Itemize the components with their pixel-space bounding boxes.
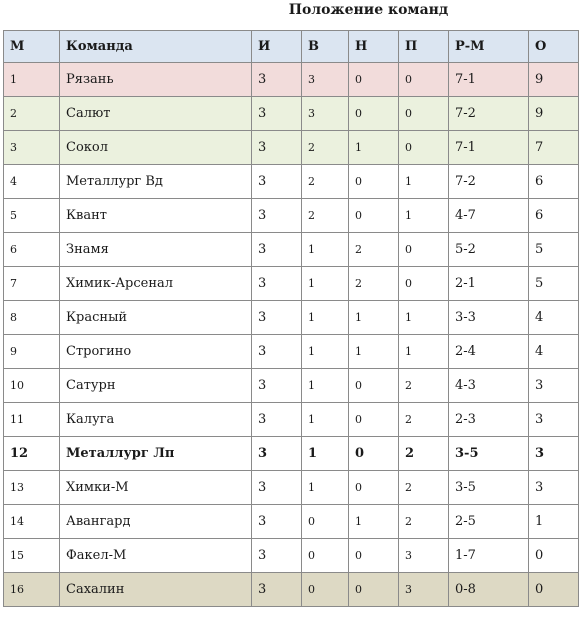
table-row	[4, 335, 579, 369]
table-row	[4, 165, 579, 199]
cell-drawn: 0	[349, 165, 399, 199]
cell-played: 3	[252, 505, 302, 539]
col-header-points: О	[529, 31, 579, 63]
cell-won: 1	[302, 471, 349, 505]
cell-place: 14	[4, 505, 60, 539]
cell-team: Салют	[60, 97, 252, 131]
cell-won: 1	[302, 437, 349, 471]
cell-lost: 2	[399, 505, 449, 539]
cell-team: Строгино	[60, 335, 252, 369]
cell-points: 3	[529, 437, 579, 471]
cell-place: 15	[4, 539, 60, 573]
cell-won: 2	[302, 131, 349, 165]
cell-team: Квант	[60, 199, 252, 233]
cell-won: 0	[302, 539, 349, 573]
standings-body	[4, 63, 579, 607]
cell-played: 3	[252, 471, 302, 505]
cell-goals: 4-3	[449, 369, 529, 403]
cell-goals: 7-1	[449, 63, 529, 97]
cell-won: 1	[302, 267, 349, 301]
col-header-place: М	[4, 31, 60, 63]
cell-points: 5	[529, 267, 579, 301]
cell-played: 3	[252, 539, 302, 573]
cell-goals: 2-1	[449, 267, 529, 301]
table-row	[4, 301, 579, 335]
cell-team: Сатурн	[60, 369, 252, 403]
table-row	[4, 403, 579, 437]
cell-points: 6	[529, 199, 579, 233]
table-row	[4, 369, 579, 403]
cell-drawn: 1	[349, 301, 399, 335]
col-header-goals: Р-М	[449, 31, 529, 63]
cell-points: 9	[529, 97, 579, 131]
cell-place: 10	[4, 369, 60, 403]
cell-goals: 3-5	[449, 471, 529, 505]
cell-place: 2	[4, 97, 60, 131]
cell-points: 3	[529, 471, 579, 505]
cell-points: 3	[529, 369, 579, 403]
cell-goals: 3-5	[449, 437, 529, 471]
cell-goals: 2-3	[449, 403, 529, 437]
cell-team: Химки-М	[60, 471, 252, 505]
cell-lost: 3	[399, 539, 449, 573]
cell-place: 4	[4, 165, 60, 199]
cell-place: 7	[4, 267, 60, 301]
cell-played: 3	[252, 335, 302, 369]
table-row	[4, 539, 579, 573]
cell-place: 1	[4, 63, 60, 97]
cell-won: 0	[302, 505, 349, 539]
cell-played: 3	[252, 437, 302, 471]
cell-lost: 1	[399, 165, 449, 199]
table-row	[4, 437, 579, 471]
cell-lost: 0	[399, 131, 449, 165]
table-row	[4, 63, 579, 97]
cell-goals: 7-2	[449, 97, 529, 131]
cell-played: 3	[252, 199, 302, 233]
cell-lost: 1	[399, 301, 449, 335]
cell-goals: 7-2	[449, 165, 529, 199]
cell-played: 3	[252, 369, 302, 403]
cell-points: 5	[529, 233, 579, 267]
cell-drawn: 0	[349, 539, 399, 573]
cell-drawn: 0	[349, 199, 399, 233]
cell-team: Факел-М	[60, 539, 252, 573]
cell-team: Сокол	[60, 131, 252, 165]
cell-place: 12	[4, 437, 60, 471]
table-row	[4, 233, 579, 267]
cell-goals: 4-7	[449, 199, 529, 233]
cell-played: 3	[252, 233, 302, 267]
cell-goals: 1-7	[449, 539, 529, 573]
cell-played: 3	[252, 165, 302, 199]
cell-won: 3	[302, 63, 349, 97]
page-title: Положение команд	[288, 2, 449, 18]
cell-place: 11	[4, 403, 60, 437]
cell-drawn: 0	[349, 471, 399, 505]
cell-points: 0	[529, 573, 579, 607]
cell-points: 4	[529, 301, 579, 335]
cell-drawn: 2	[349, 267, 399, 301]
cell-points: 0	[529, 539, 579, 573]
cell-points: 4	[529, 335, 579, 369]
cell-drawn: 0	[349, 97, 399, 131]
cell-goals: 0-8	[449, 573, 529, 607]
table-row	[4, 131, 579, 165]
cell-goals: 2-4	[449, 335, 529, 369]
cell-won: 0	[302, 573, 349, 607]
cell-place: 13	[4, 471, 60, 505]
cell-place: 16	[4, 573, 60, 607]
cell-goals: 7-1	[449, 131, 529, 165]
cell-drawn: 1	[349, 505, 399, 539]
table-row	[4, 199, 579, 233]
cell-lost: 2	[399, 403, 449, 437]
cell-lost: 2	[399, 369, 449, 403]
table-row	[4, 505, 579, 539]
cell-team: Калуга	[60, 403, 252, 437]
cell-team: Металлург Лп	[60, 437, 252, 471]
cell-team: Знамя	[60, 233, 252, 267]
col-header-won: В	[302, 31, 349, 63]
cell-team: Рязань	[60, 63, 252, 97]
cell-points: 6	[529, 165, 579, 199]
cell-drawn: 0	[349, 403, 399, 437]
cell-team: Металлург Вд	[60, 165, 252, 199]
cell-place: 8	[4, 301, 60, 335]
cell-place: 5	[4, 199, 60, 233]
cell-goals: 3-3	[449, 301, 529, 335]
cell-team: Химик-Арсенал	[60, 267, 252, 301]
col-header-lost: П	[399, 31, 449, 63]
cell-lost: 0	[399, 63, 449, 97]
cell-played: 3	[252, 301, 302, 335]
cell-drawn: 2	[349, 233, 399, 267]
cell-lost: 3	[399, 573, 449, 607]
cell-drawn: 1	[349, 335, 399, 369]
cell-drawn: 0	[349, 573, 399, 607]
cell-lost: 0	[399, 267, 449, 301]
cell-goals: 5-2	[449, 233, 529, 267]
cell-won: 2	[302, 165, 349, 199]
cell-points: 1	[529, 505, 579, 539]
cell-drawn: 0	[349, 369, 399, 403]
col-header-team: Команда	[60, 31, 252, 63]
col-header-drawn: Н	[349, 31, 399, 63]
cell-played: 3	[252, 267, 302, 301]
cell-played: 3	[252, 63, 302, 97]
cell-points: 7	[529, 131, 579, 165]
table-row	[4, 267, 579, 301]
cell-won: 1	[302, 301, 349, 335]
col-header-played: И	[252, 31, 302, 63]
cell-lost: 1	[399, 335, 449, 369]
cell-place: 9	[4, 335, 60, 369]
standings-table	[3, 30, 579, 607]
cell-won: 1	[302, 403, 349, 437]
cell-won: 1	[302, 369, 349, 403]
table-row	[4, 573, 579, 607]
cell-drawn: 1	[349, 131, 399, 165]
cell-points: 3	[529, 403, 579, 437]
cell-lost: 2	[399, 437, 449, 471]
cell-lost: 1	[399, 199, 449, 233]
cell-lost: 0	[399, 233, 449, 267]
cell-goals: 2-5	[449, 505, 529, 539]
table-row	[4, 471, 579, 505]
cell-points: 9	[529, 63, 579, 97]
cell-played: 3	[252, 97, 302, 131]
cell-lost: 2	[399, 471, 449, 505]
cell-won: 1	[302, 233, 349, 267]
cell-played: 3	[252, 131, 302, 165]
cell-team: Красный	[60, 301, 252, 335]
cell-won: 1	[302, 335, 349, 369]
cell-place: 6	[4, 233, 60, 267]
cell-played: 3	[252, 573, 302, 607]
cell-drawn: 0	[349, 63, 399, 97]
cell-played: 3	[252, 403, 302, 437]
cell-won: 3	[302, 97, 349, 131]
table-header-row	[4, 31, 579, 63]
cell-won: 2	[302, 199, 349, 233]
cell-team: Сахалин	[60, 573, 252, 607]
cell-lost: 0	[399, 97, 449, 131]
cell-team: Авангард	[60, 505, 252, 539]
cell-place: 3	[4, 131, 60, 165]
table-row	[4, 97, 579, 131]
cell-drawn: 0	[349, 437, 399, 471]
